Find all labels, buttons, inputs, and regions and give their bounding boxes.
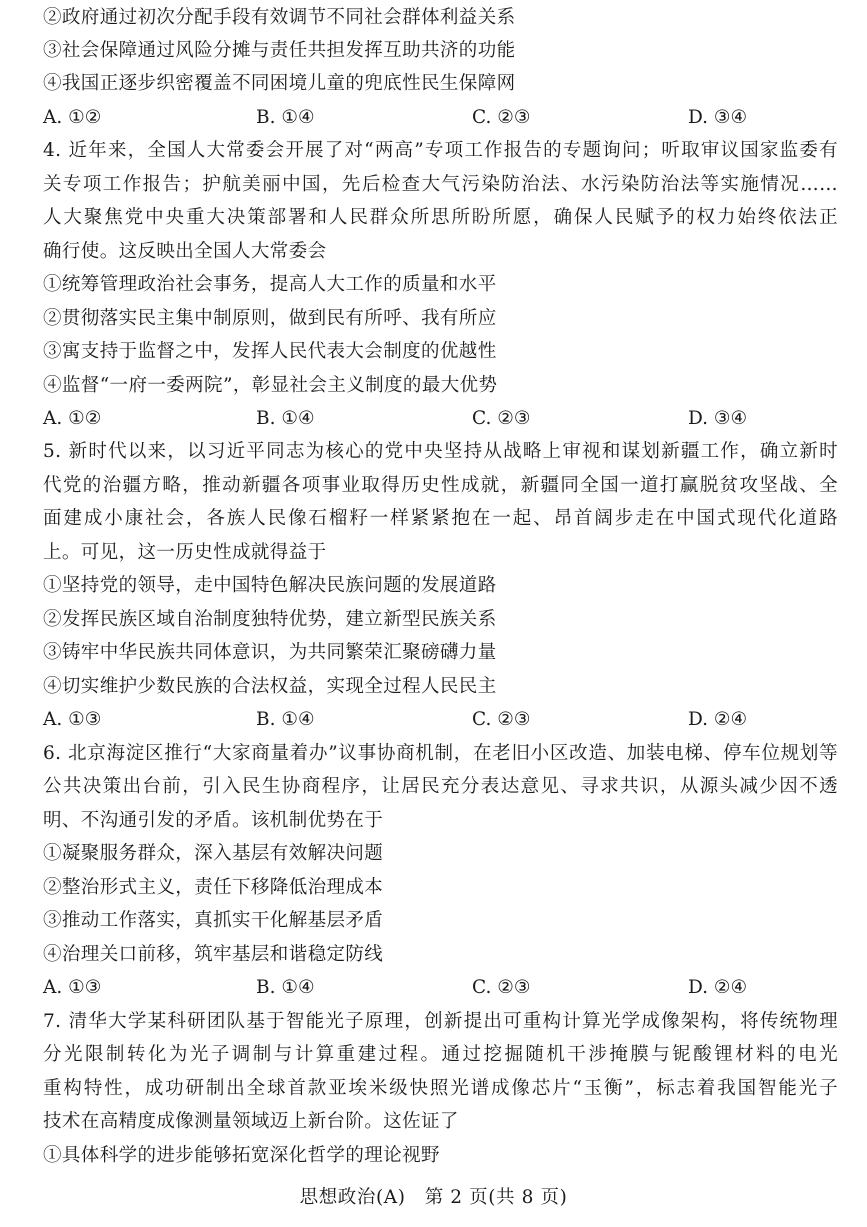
q5-choice-b: B. ①④ [256, 709, 315, 730]
q6-choice-a: A. ①③ [43, 977, 102, 998]
page-footer: 思想政治(A) 第 2 页(共 8 页) [299, 1187, 568, 1208]
q4-option-3: ③寓支持于监督之中，发挥人民代表大会制度的优越性 [43, 341, 497, 362]
q4-choices [43, 402, 838, 435]
q5-stem-line-1: 5. 新时代以来，以习近平同志为核心的党中央坚持从战略上审视和谋划新疆工作，确立新时 [43, 441, 838, 462]
q4-choice-d: D. ③④ [688, 408, 748, 429]
q3-choice-a: A. ①② [43, 107, 102, 128]
q7-stem-line-3: 重构特性，成功研制出全球首款亚埃米级快照光谱成像芯片“玉衡”，标志着我国智能光子 [43, 1078, 838, 1099]
q4-option-4: ④监督“一府一委两院”，彰显社会主义制度的最大优势 [43, 375, 498, 396]
q5-option-3: ③铸牢中华民族共同体意识，为共同繁荣汇聚磅礴力量 [43, 642, 497, 663]
q5-choice-c: C. ②③ [472, 709, 531, 730]
q3-option-3: ③社会保障通过风险分摊与责任共担发挥互助共济的功能 [43, 40, 516, 61]
q3-option-4: ④我国正逐步织密覆盖不同困境儿童的兜底性民生保障网 [43, 73, 516, 94]
q5-stem-line-3: 面建成小康社会，各族人民像石榴籽一样紧紧抱在一起、昂首阔步走在中国式现代化道路 [43, 508, 838, 529]
q7-stem-line-4: 技术在高精度成像测量领域迈上新台阶。这佐证了 [43, 1111, 459, 1132]
q5-choice-d: D. ②④ [688, 709, 748, 730]
q6-choice-b: B. ①④ [256, 977, 315, 998]
q5-stem-line-2: 代党的治疆方略，推动新疆各项事业取得历史性成就，新疆同全国一道打赢脱贫攻坚战、全 [43, 475, 838, 496]
q3-choices [43, 101, 838, 134]
q5-option-2: ②发挥民族区域自治制度独特优势，建立新型民族关系 [43, 609, 497, 630]
q6-option-3: ③推动工作落实，真抓实干化解基层矛盾 [43, 910, 384, 931]
q5-option-1: ①坚持党的领导，走中国特色解决民族问题的发展道路 [43, 575, 497, 596]
q4-option-1: ①统筹管理政治社会事务，提高人大工作的质量和水平 [43, 274, 497, 295]
q6-stem-line-1: 6. 北京海淀区推行“大家商量着办”议事协商机制，在老旧小区改造、加装电梯、停车位规划等 [43, 743, 838, 764]
q3-choice-d: D. ③④ [688, 107, 748, 128]
q4-stem-line-4: 确行使。这反映出全国人大常委会 [43, 241, 327, 262]
q4-stem-line-3: 人大聚焦党中央重大决策部署和人民群众所思所盼所愿，确保人民赋予的权力始终依法正 [43, 207, 838, 228]
q6-choice-c: C. ②③ [472, 977, 531, 998]
q5-choice-a: A. ①③ [43, 709, 102, 730]
q6-option-1: ①凝聚服务群众，深入基层有效解决问题 [43, 843, 384, 864]
q6-option-4: ④治理关口前移，筑牢基层和谐稳定防线 [43, 944, 384, 965]
q4-choice-c: C. ②③ [472, 408, 531, 429]
q7-option-1: ①具体科学的进步能够拓宽深化哲学的理论视野 [43, 1145, 440, 1166]
q6-option-2: ②整治形式主义，责任下移降低治理成本 [43, 877, 384, 898]
q5-choices [43, 703, 838, 736]
q3-choice-c: C. ②③ [472, 107, 531, 128]
q6-stem-line-3: 明、不沟通引发的矛盾。该机制优势在于 [43, 810, 384, 831]
q4-stem-line-1: 4. 近年来，全国人大常委会开展了对“两高”专项工作报告的专题询问；听取审议国家监委有 [43, 140, 838, 161]
q3-choice-b: B. ①④ [256, 107, 315, 128]
q6-choice-d: D. ②④ [688, 977, 748, 998]
q6-choices [43, 971, 838, 1004]
q4-option-2: ②贯彻落实民主集中制原则，做到民有所呼、我有所应 [43, 308, 497, 329]
q7-stem-line-2: 分光限制转化为光子调制与计算重建过程。通过挖掘随机干涉掩膜与铌酸锂材料的电光 [43, 1044, 838, 1065]
q5-option-4: ④切实维护少数民族的合法权益，实现全过程人民民主 [43, 676, 497, 697]
q5-stem-line-4: 上。可见，这一历史性成就得益于 [43, 542, 327, 563]
q3-option-2: ②政府通过初次分配手段有效调节不同社会群体利益关系 [43, 7, 516, 28]
q4-choice-a: A. ①② [43, 408, 102, 429]
q4-choice-b: B. ①④ [256, 408, 315, 429]
q4-stem-line-2: 关专项工作报告；护航美丽中国，先后检查大气污染防治法、水污染防治法等实施情况…… [43, 174, 838, 195]
q6-stem-line-2: 公共决策出台前，引入民生协商程序，让居民充分表达意见、寻求共识，从源头减少因不透 [43, 776, 838, 797]
q7-stem-line-1: 7. 清华大学某科研团队基于智能光子原理，创新提出可重构计算光学成像架构，将传统物理 [43, 1011, 838, 1032]
